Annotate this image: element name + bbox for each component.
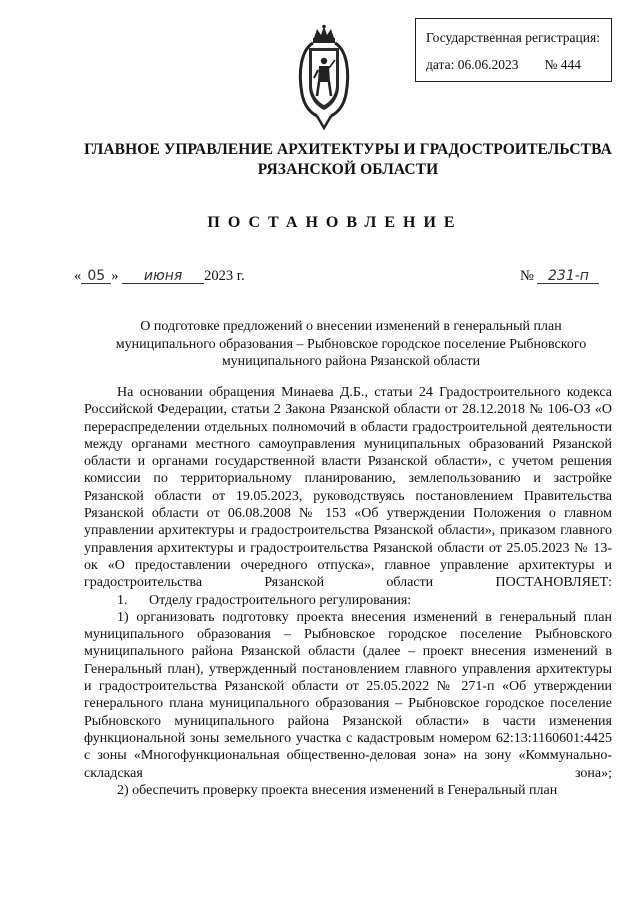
date-month: июня xyxy=(122,269,204,284)
registration-stamp xyxy=(415,18,612,82)
document-number xyxy=(520,268,599,285)
agency-name xyxy=(0,140,640,180)
date-year: 2023 г. xyxy=(204,268,245,284)
subitem-1-paragraph: 1) организовать подготовку проекта внесения изменений в генеральный план муниципального образования – Рыбновское городское поселение Рыбновского муниципального района Рязанской области (далее – проект внесения изменений в Генеральный план), утвержденный постановлением главного управления архитектуры и градостроительства Рязанской области от 25.05.2022 № 271-п «Об утверждении генерального плана муниципального образования – Рыбновское городское поселение Рыбновского муниципального района Рязанской области» в части изменения функциональной зоны земельного участка с кадастровым номером 62:13:1160601:4425 с зоны «Многофункциональная общественно-деловая зона» на зону «Коммунально-складская зона»; xyxy=(84,609,612,781)
agency-line-1: ГЛАВНОЕ УПРАВЛЕНИЕ АРХИТЕКТУРЫ И ГРАДОСТРОИТЕЛЬСТВА xyxy=(84,141,612,158)
subject-line-2: муниципального образования – Рыбновское городское поселение Рыбновского xyxy=(115,336,587,352)
registration-date: дата: 06.06.2023 xyxy=(426,57,519,72)
date-open-quote: « xyxy=(74,268,82,284)
document-body xyxy=(84,384,612,799)
list-item-1-number: 1. xyxy=(117,592,128,608)
list-item-1 xyxy=(84,592,612,609)
date-day: 05 xyxy=(81,269,111,284)
agency-line-2: РЯЗАНСКОЙ ОБЛАСТИ xyxy=(257,161,439,178)
document-subject xyxy=(86,318,616,371)
number-value: 231-п xyxy=(537,269,599,284)
date-close-quote: » xyxy=(111,268,119,284)
coat-of-arms-icon xyxy=(295,24,353,130)
subitem-2-paragraph: 2) обеспечить проверку проекта внесения изменений в Генеральный план xyxy=(117,782,558,798)
subject-line-3: муниципального района Рязанской области xyxy=(221,354,481,369)
list-item-1-text: Отделу градостроительного регулирования: xyxy=(149,592,412,608)
registration-number: № 444 xyxy=(544,57,581,72)
number-prefix: № xyxy=(520,268,534,284)
preamble-paragraph: На основании обращения Минаева Д.Б., статьи 24 Градостроительного кодекса Российской Федерации, статьи 2 Закона Рязанской области от 28.12.2018 № 106-ОЗ «О перераспределении отдельных полномочий в области градостроительной деятельности между органами местного самоуправления муниципальных образований Рязанской области и органами государственной власти Рязанской области», с учетом решения комиссии по территориальному планированию, землепользованию и застройке Рязанской области от 19.05.2023, руководствуясь постановлением Правительства Рязанской области от 06.08.2008 № 153 «Об утверждении Положения о главном управлении архитектуры и градостроительства Рязанской области», приказом главного управления архитектуры и градостроительства Рязанской области от 25.05.2023 № 13-ок «О предоставлении очередного отпуска», главное управление архитектуры и градостроительства Рязанской области ПОСТАНОВЛЯЕТ: xyxy=(84,385,612,591)
document-type-title: ПОСТАНОВЛЕНИЕ xyxy=(207,214,463,231)
document-date xyxy=(74,268,245,285)
registration-title: Государственная регистрация: xyxy=(426,30,600,45)
subject-line-1: О подготовке предложений о внесении изменений в генеральный план xyxy=(140,319,562,334)
